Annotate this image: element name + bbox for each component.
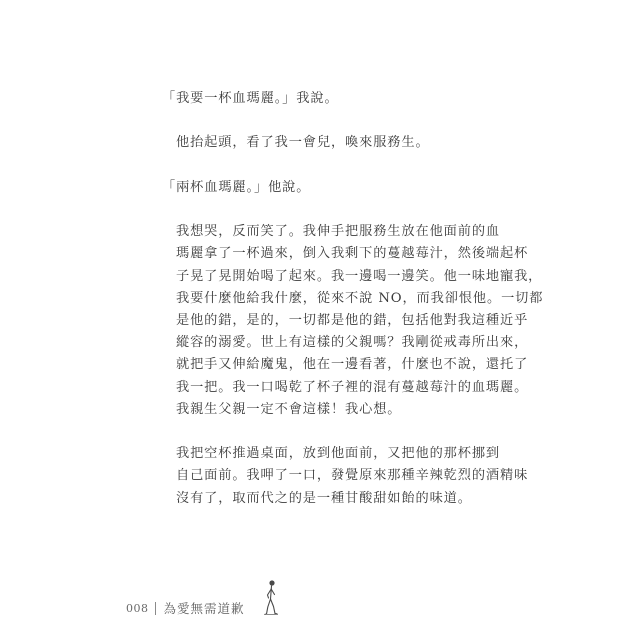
ground-line <box>266 614 278 615</box>
text-line: 他抬起頭，看了我一會兒，喚來服務生。 <box>176 135 430 151</box>
paragraph <box>150 88 462 110</box>
text-line: 我一把。我一口喝乾了杯子裡的混有蔓越莓汁的血瑪麗。 <box>176 379 529 395</box>
footer-divider <box>155 602 156 615</box>
text-line: 就把手又伸給魔鬼，他在一邊看著，什麼也不說，還托了 <box>176 357 529 373</box>
page-number: 008 <box>126 601 149 615</box>
paragraph <box>150 221 544 421</box>
paragraph <box>150 443 529 510</box>
page-footer <box>126 596 245 620</box>
text-line: 沒有了，取而代之的是一種甘酸甜如飴的味道。 <box>176 490 472 506</box>
text-line: 自己面前。我呷了一口，發覺原來那種辛辣乾烈的酒精味 <box>176 468 529 484</box>
body-text <box>150 88 544 532</box>
text-line: 我親生父親一定不會這樣！我心想。 <box>176 401 402 417</box>
text-line: 我把空杯推過桌面，放到他面前，又把他的那杯挪到 <box>176 446 501 462</box>
text-line: 「我要一杯血瑪麗。」我說。 <box>162 91 339 106</box>
paragraph <box>150 177 462 199</box>
text-line: 我要什麼他給我什麼，從來不說 NO，而我卻恨他。一切都 <box>176 290 544 306</box>
text-line: 是他的錯，是的，一切都是他的錯，包括他對我這種近乎 <box>176 312 529 328</box>
text-line: 「兩杯血瑪麗。」他說。 <box>162 179 311 195</box>
text-line: 我想哭，反而笑了。我伸手把服務生放在他面前的血 <box>176 224 501 240</box>
book-title: 為愛無需道歉 <box>163 601 245 616</box>
text-line: 縱容的溺愛。世上有這樣的父親嗎？我剛從戒毒所出來， <box>176 335 529 351</box>
paragraph <box>150 132 462 154</box>
text-line: 子晃了晃開始喝了起來。我一邊喝一邊笑。他一味地寵我， <box>176 268 543 284</box>
walking-man-illustration <box>258 578 284 618</box>
text-line: 瑪麗拿了一杯過來，倒入我剩下的蔓越莓汁，然後端起杯 <box>176 246 529 262</box>
